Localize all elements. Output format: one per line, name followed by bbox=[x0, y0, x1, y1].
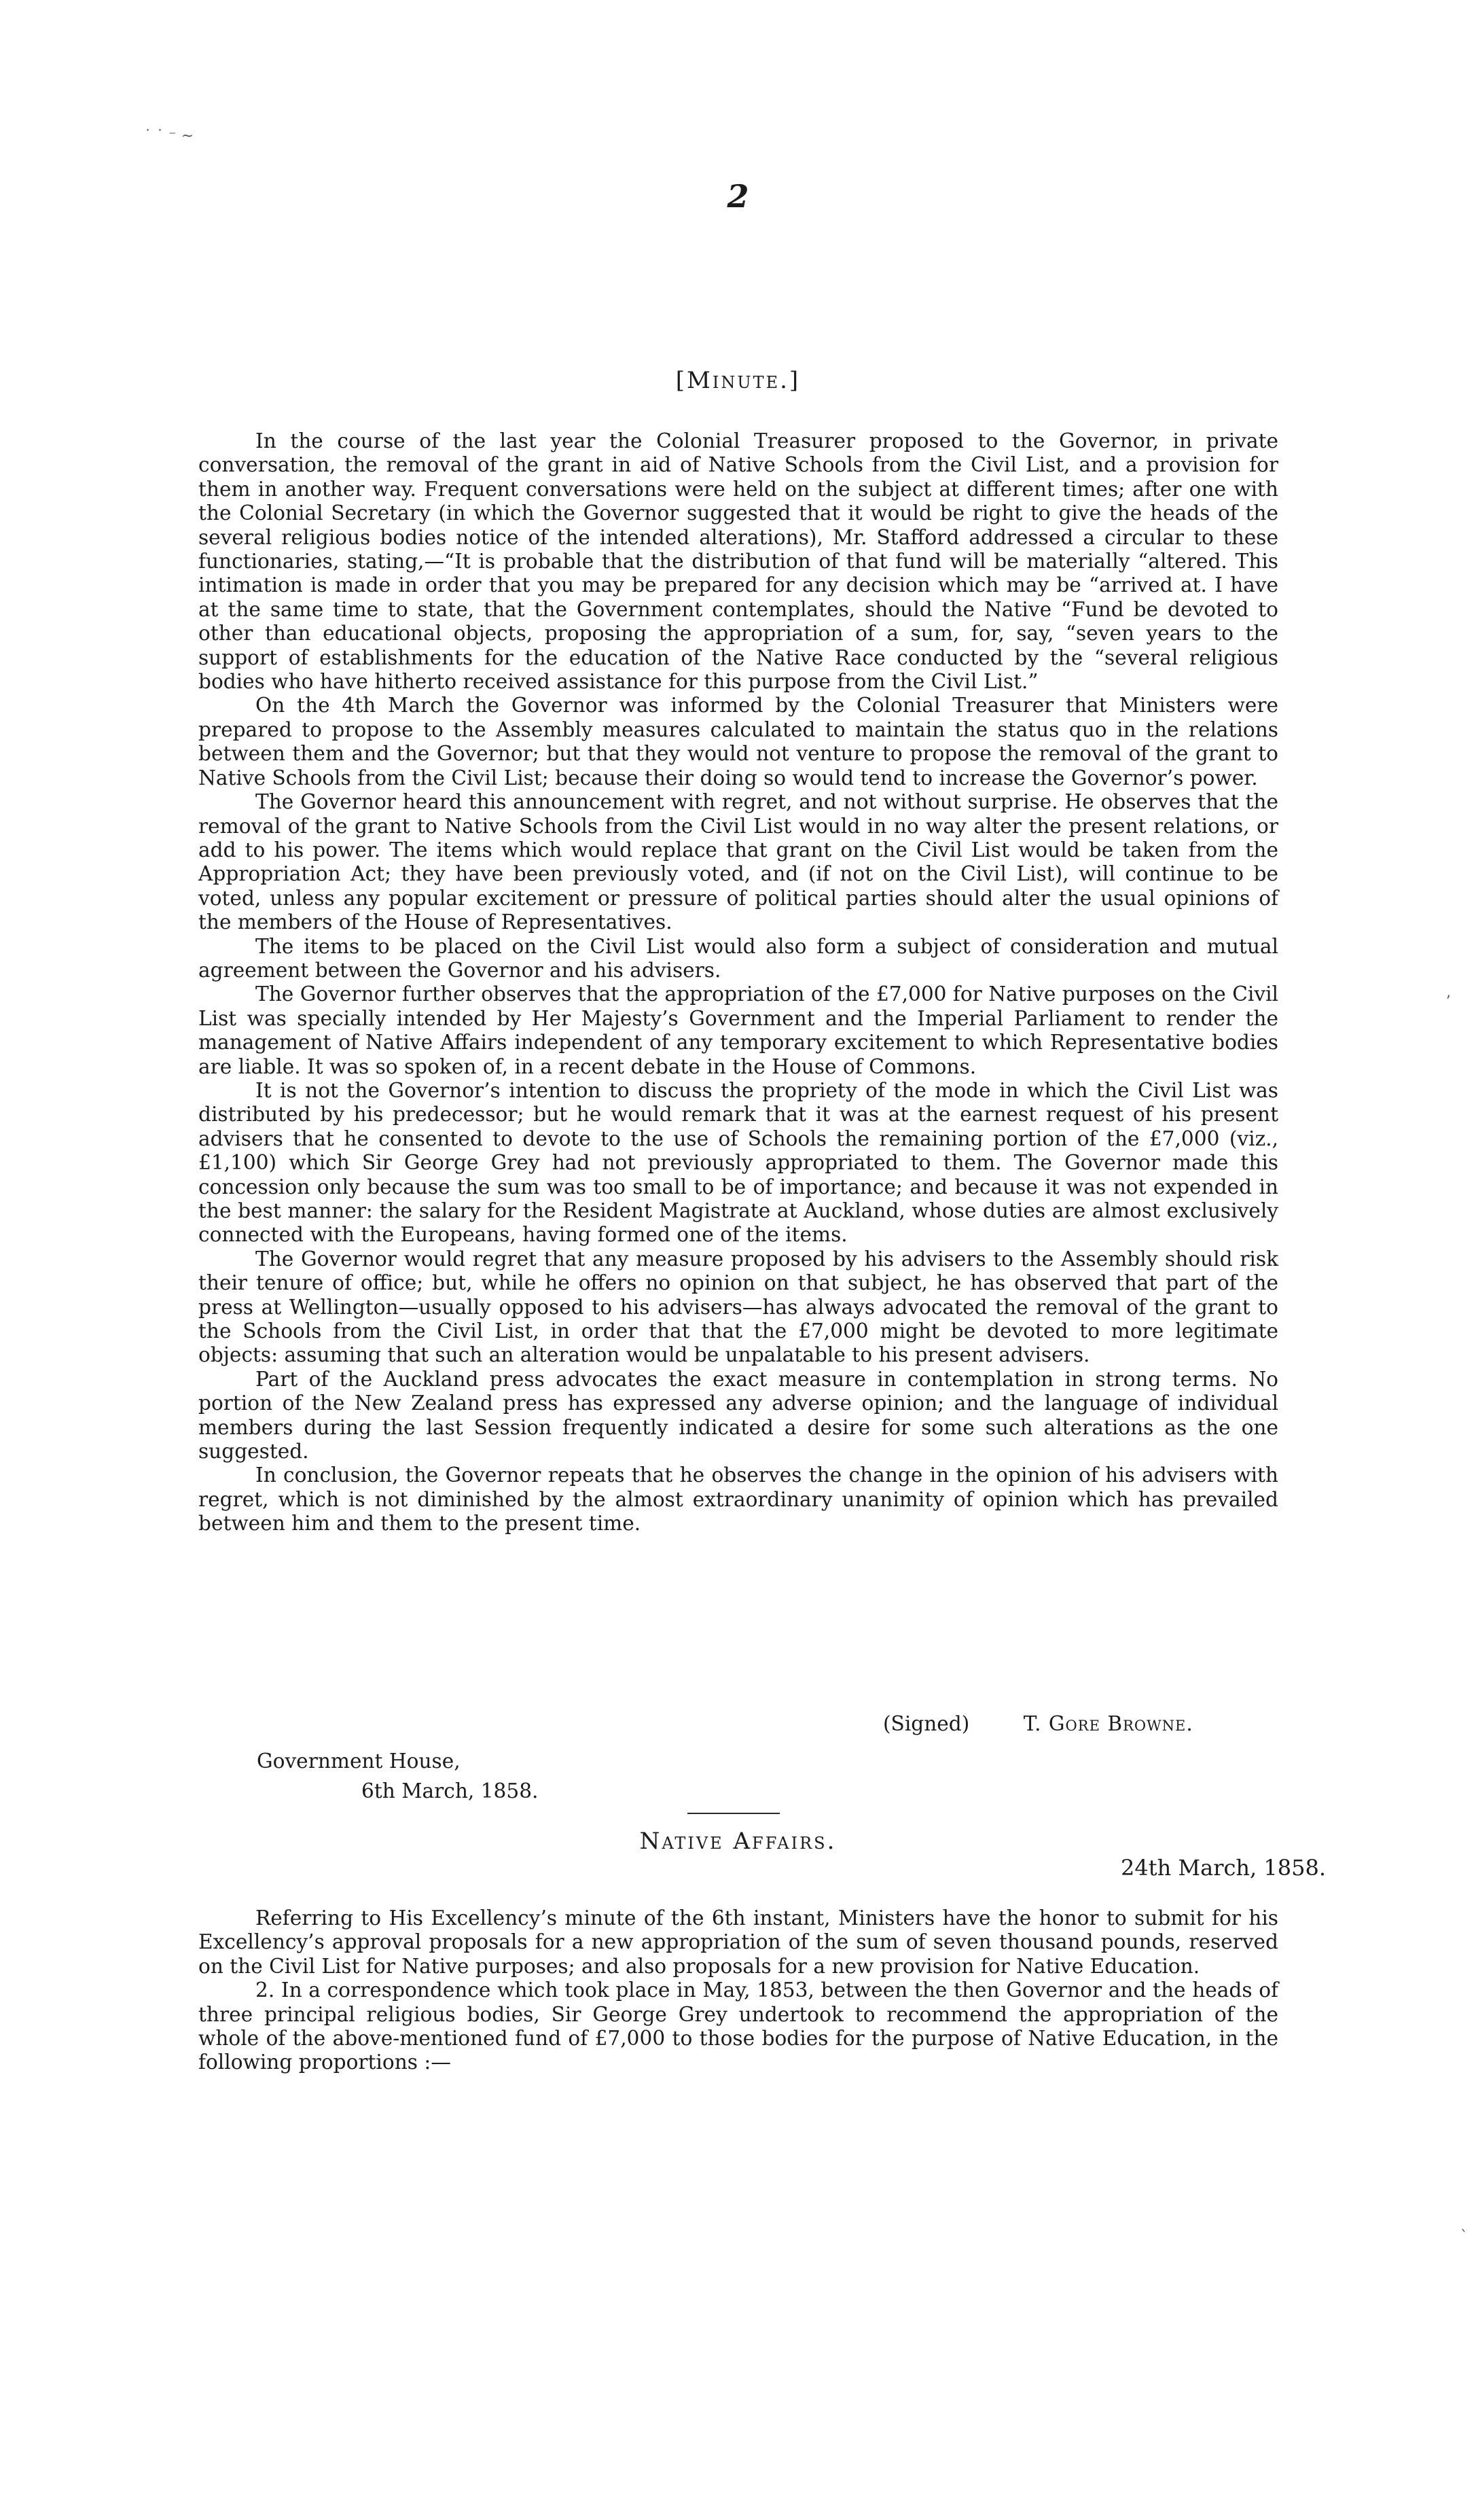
minute-paragraph: In the course of the last year the Colonial Treasurer proposed to the Governor, in private conversation, the removal of the grant in aid of Native Schools from the Civil List, and a provision for them in another way. Frequent conversations were held on the subject at different times; after one with the Colonial Secretary (in which the Governor suggested that it would be right to give the heads of the several religious bodies notice of the intended alterations), Mr. Stafford addressed a circular to these functionaries, stating,—“It is probable that the distribution of that fund will be materially “altered. This intimation is made in order that you may be prepared for any decision which may be “arrived at. I have at the same time to state, that the Government contemplates, should the Native “Fund be devoted to other than educational objects, proposing the appropriation of a sum, for, say, “seven years to the support of establishments for the education of the Native Race conducted by the “several religious bodies who have hitherto received assistance for this purpose from the Civil List.” bbox=[198, 429, 1278, 694]
native-affairs-heading: Native Affairs. bbox=[639, 1828, 837, 1855]
minute-place: Government House, bbox=[257, 1750, 461, 1773]
minute-paragraph: On the 4th March the Governor was informed by the Colonial Treasurer that Ministers were prepared to propose to the Assembly measures calculated to maintain the status quo in the relations between them and the Governor; but that they would not venture to propose the removal of the grant to Native Schools from the Civil List; because their doing so would tend to increase the Governor’s power. bbox=[198, 694, 1278, 789]
signatory-name: T. Gore Browne. bbox=[1023, 1712, 1193, 1735]
minute-place-date bbox=[257, 1746, 538, 1806]
native-affairs-body bbox=[198, 1906, 1278, 2075]
signature-line bbox=[883, 1712, 1193, 1735]
minute-paragraph: The items to be placed on the Civil List would also form a subject of consideration and mutual agreement between the Governor and his advisers. bbox=[198, 934, 1278, 982]
minute-body bbox=[198, 429, 1278, 1536]
minute-paragraph: It is not the Governor’s intention to discuss the propriety of the mode in which the Civil List was distributed by his predecessor; but he would remark that it was at the earnest request of his present advisers that he consented to devote to the use of Schools the remaining portion of the £7,000 (viz., £1,100) which Sir George Grey had not previously appropriated to them. The Governor made this concession only because the sum was too small to be of importance; and because it was not expended in the best manner: the salary for the Resident Magistrate at Auckland, whose duties are almost exclusively connected with the Europeans, having formed one of the items. bbox=[198, 1078, 1278, 1247]
margin-mark-bottom-right: ˋ bbox=[1460, 2229, 1468, 2246]
minute-paragraph: Part of the Auckland press advocates the exact measure in contemplation in strong terms. No portion of the New Zealand press has expressed any adverse opinion; and the language of individual members during the last Session frequently indicated a desire for some such alterations as the one suggested. bbox=[198, 1367, 1278, 1463]
minute-paragraph: The Governor heard this announcement with regret, and not without surprise. He observes that the removal of the grant to Native Schools from the Civil List would in no way alter the present relations, or add to his power. The items which would replace that grant on the Civil List would be taken from the Appropriation Act; they have been previously voted, and (if not on the Civil List), will continue to be voted, unless any popular excitement or pressure of political parties should alter the usual opinions of the members of the House of Representatives. bbox=[198, 790, 1278, 934]
signed-label: (Signed) bbox=[883, 1712, 970, 1735]
minute-date: 6th March, 1858. bbox=[361, 1779, 539, 1803]
native-affairs-date: 24th March, 1858. bbox=[1121, 1855, 1326, 1881]
minute-paragraph: The Governor further observes that the appropriation of the £7,000 for Native purposes on the Civil List was specially intended by Her Majesty’s Government and the Imperial Parliament to render the management of Native Affairs independent of any temporary excitement to which Representative bodies are liable. It was so spoken of, in a recent debate in the House of Commons. bbox=[198, 982, 1278, 1078]
minute-paragraph: In conclusion, the Governor repeats that he observes the change in the opinion of his advisers with regret, which is not diminished by the almost extraordinary unanimity of opinion which has prevailed between him and them to the present time. bbox=[198, 1463, 1278, 1536]
section-divider bbox=[687, 1813, 780, 1814]
native-affairs-paragraph: 2. In a correspondence which took place in May, 1853, between the then Governor and the heads of three principal religious bodies, Sir George Grey undertook to recommend the appropriation of the whole of the above-mentioned fund of £7,000 to those bodies for the purpose of Native Education, in the following proportions :— bbox=[198, 1978, 1278, 2074]
minute-heading: [Minute.] bbox=[675, 367, 801, 394]
margin-mark-top-left: ˙ ˙ ⁻ ~ bbox=[144, 128, 194, 145]
page-number: 2 bbox=[727, 178, 749, 215]
native-affairs-paragraph: Referring to His Excellency’s minute of the 6th instant, Ministers have the honor to submit for his Excellency’s approval proposals for a new appropriation of the sum of seven thousand pounds, reserved on the Civil List for Native purposes; and also proposals for a new provision for Native Education. bbox=[198, 1906, 1278, 1978]
minute-paragraph: The Governor would regret that any measure proposed by his advisers to the Assembly should risk their tenure of office; but, while he offers no opinion on that subject, he has observed that part of the press at Wellington—usually opposed to his advisers—has always advocated the removal of the grant to the Schools from the Civil List, in order that that the £7,000 might be devoted to more legitimate objects: assuming that such an alteration would be unpalatable to his present advisers. bbox=[198, 1247, 1278, 1367]
margin-mark-right: ʼ bbox=[1445, 993, 1450, 1010]
